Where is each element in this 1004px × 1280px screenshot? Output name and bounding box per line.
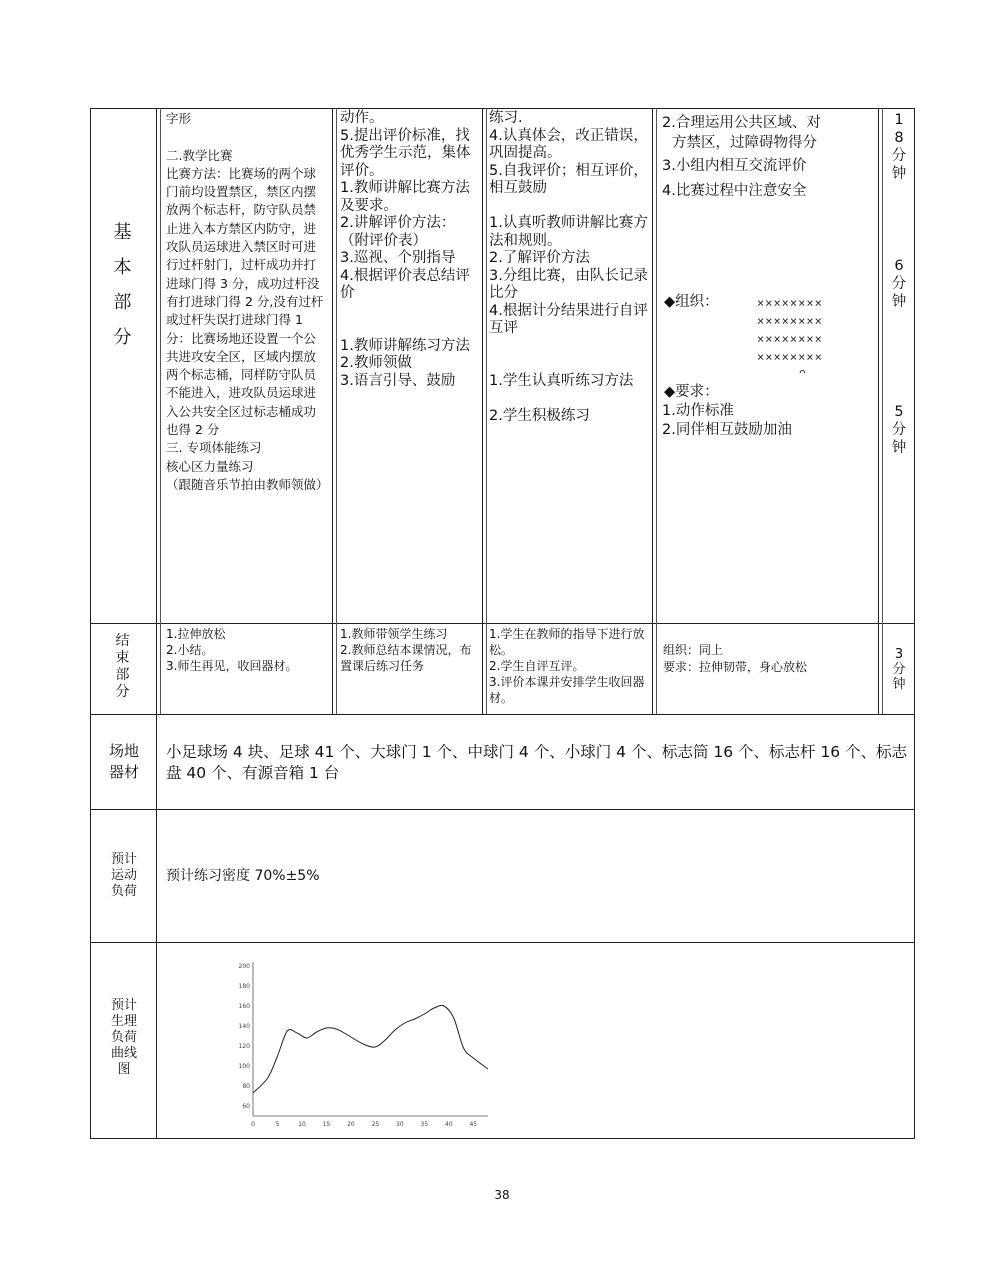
ending-part-org: 组织：同上 要求：拉伸韧带，身心放松 [663, 643, 808, 674]
x-tick-label: 30 [396, 1121, 404, 1128]
label-column-divider [156, 108, 157, 1139]
formation-row: ×××××××× [757, 296, 823, 310]
req-line-2: 2.同伴相互鼓励加油 [662, 422, 792, 438]
x-tick-label: 45 [469, 1121, 478, 1128]
row-divider-basic-ending [90, 623, 915, 624]
basic-part-student: 练习. 4.认真体会，改正错误，巩固提高。 5.自我评价；相互评价，相互鼓励 1.认真听教师讲解比赛方法和规则。 2.了解评价方法 3.分组比赛，由队长记录比分 4.根据计分结果进行自评互评 1.学生认真听练习方法 2.学生积极练习 [489, 110, 648, 424]
load-curve-line [253, 1005, 488, 1093]
content-column-divider [332, 108, 333, 714]
y-tick-label: 200 [238, 963, 250, 970]
physiological-load-chart [235, 952, 495, 1137]
ending-part-teacher: 1.教师带领学生练习 2.教师总结本课情况，布置课后练习任务 [340, 627, 472, 673]
org-line-1: 2.合理运用公共区域、对 [662, 115, 821, 131]
x-tick-label: 35 [420, 1121, 429, 1128]
ending-part-label: 结 束 部 分 [115, 633, 130, 700]
org-column-divider-inner [882, 108, 883, 714]
y-tick-label: 120 [238, 1043, 250, 1050]
formation-row: ×××××××× [757, 314, 823, 328]
x-tick-label: 40 [445, 1121, 453, 1128]
row-divider-equipment-load [90, 809, 915, 810]
table-top-border [90, 108, 915, 109]
load-text: 预计练习密度 70%±5% [166, 868, 320, 884]
time-3: 5 分 钟 [891, 404, 907, 456]
x-tick-label: 20 [347, 1121, 355, 1128]
row-divider-ending-equipment [90, 714, 915, 715]
table-left-border [90, 108, 91, 1139]
basic-part-teacher: 动作。 5.提出评价标准，找优秀学生示范，集体评价。 1.教师讲解比赛方法及要求。 2.讲解评价方法：（附评价表） 3.巡视、个别指导 4.根据评价表总结评价 1.教师讲解练习方法 2.教师领做 3.语言引导、鼓励 [340, 110, 471, 389]
table-right-border [914, 108, 915, 1139]
org-label: ◆组织： [664, 294, 719, 310]
content-column-divider-inner [336, 108, 337, 714]
x-tick-label: 25 [371, 1121, 380, 1128]
formation-row: ×××××××× [757, 350, 823, 364]
student-column-divider [652, 108, 653, 714]
teacher-position-mark: ᴖ [799, 366, 806, 379]
time-2: 6 分 钟 [891, 258, 907, 310]
y-tick-label: 160 [238, 1003, 250, 1010]
y-tick-label: 100 [238, 1063, 250, 1070]
row-divider-load-curve [90, 942, 915, 943]
ending-part-student: 1.学生在教师的指导下进行放松。 2.学生自评互评。 3.评价本课并安排学生收回器材。 [489, 627, 645, 705]
org-line-3: 3.小组内相互交流评价 [662, 158, 807, 174]
basic-part-label: 基 本 部 分 [113, 222, 132, 348]
ending-part-content: 1.拉伸放松 2.小结。 3.师生再见，收回器材。 [166, 627, 298, 673]
org-line-4: 4.比赛过程中注意安全 [662, 183, 807, 199]
y-tick-label: 80 [242, 1083, 250, 1090]
basic-part-content: 字形 二.教学比赛 比赛方法：比赛场的两个球门前均设置禁区，禁区内摆放两个标志杆，防守队员禁止进入本方禁区内防守，进攻队员运球进入禁区时可进行过杆射门，过杆成功并打进球门得 3 分，成功过杆没有打进球门得 2 分,没有过杆或过杆失误打进球门得 1 分：比赛场地还设置一个公共进攻安全区，区域内摆放两个标志桶，同样防守队员不能进入，进攻队员运球进入公共安全区过标志桶成功也得 2 分 三. 专项体能练习 核心区力量练习 （跟随音乐节拍由教师领做） [166, 111, 329, 492]
table-bottom-border [90, 1138, 915, 1139]
curve-label: 预计 生理 负荷 曲线 图 [110, 998, 137, 1077]
x-tick-label: 10 [298, 1121, 306, 1128]
y-tick-label: 60 [242, 1103, 250, 1110]
y-tick-labels [239, 963, 251, 1110]
x-tick-label: 15 [322, 1121, 331, 1128]
label-column-divider-inner [160, 108, 161, 714]
teacher-column-divider-inner [486, 108, 487, 714]
x-tick-label: 0 [251, 1121, 255, 1128]
equipment-text: 小足球场 4 块、足球 41 个、大球门 1 个、中球门 4 个、小球门 4 个、标志筒 16 个、标志杆 16 个、标志盘 40 个、有源音箱 1 台 [166, 743, 908, 782]
org-line-2: 方禁区，过障碍物得分 [672, 135, 817, 151]
x-tick-labels [251, 1121, 477, 1128]
teacher-column-divider [482, 108, 483, 714]
page-number: 38 [494, 1188, 510, 1202]
student-column-divider-inner [656, 108, 657, 714]
formation-diagram [757, 294, 823, 380]
formation-row: ×××××××× [757, 332, 823, 346]
load-label: 预计 运动 负荷 [110, 852, 137, 899]
req-label: ◆要求： [664, 384, 719, 400]
x-tick-label: 5 [275, 1121, 280, 1128]
req-line-1: 1.动作标准 [662, 403, 734, 419]
org-column-divider [878, 108, 879, 714]
y-tick-label: 140 [238, 1023, 250, 1030]
time-1: 1 8 分 钟 [891, 112, 907, 182]
chart-axes [253, 962, 488, 1116]
y-tick-label: 180 [238, 983, 250, 990]
equipment-label: 场地 器材 [108, 742, 139, 781]
ending-part-time: 3 分 钟 [892, 647, 906, 692]
